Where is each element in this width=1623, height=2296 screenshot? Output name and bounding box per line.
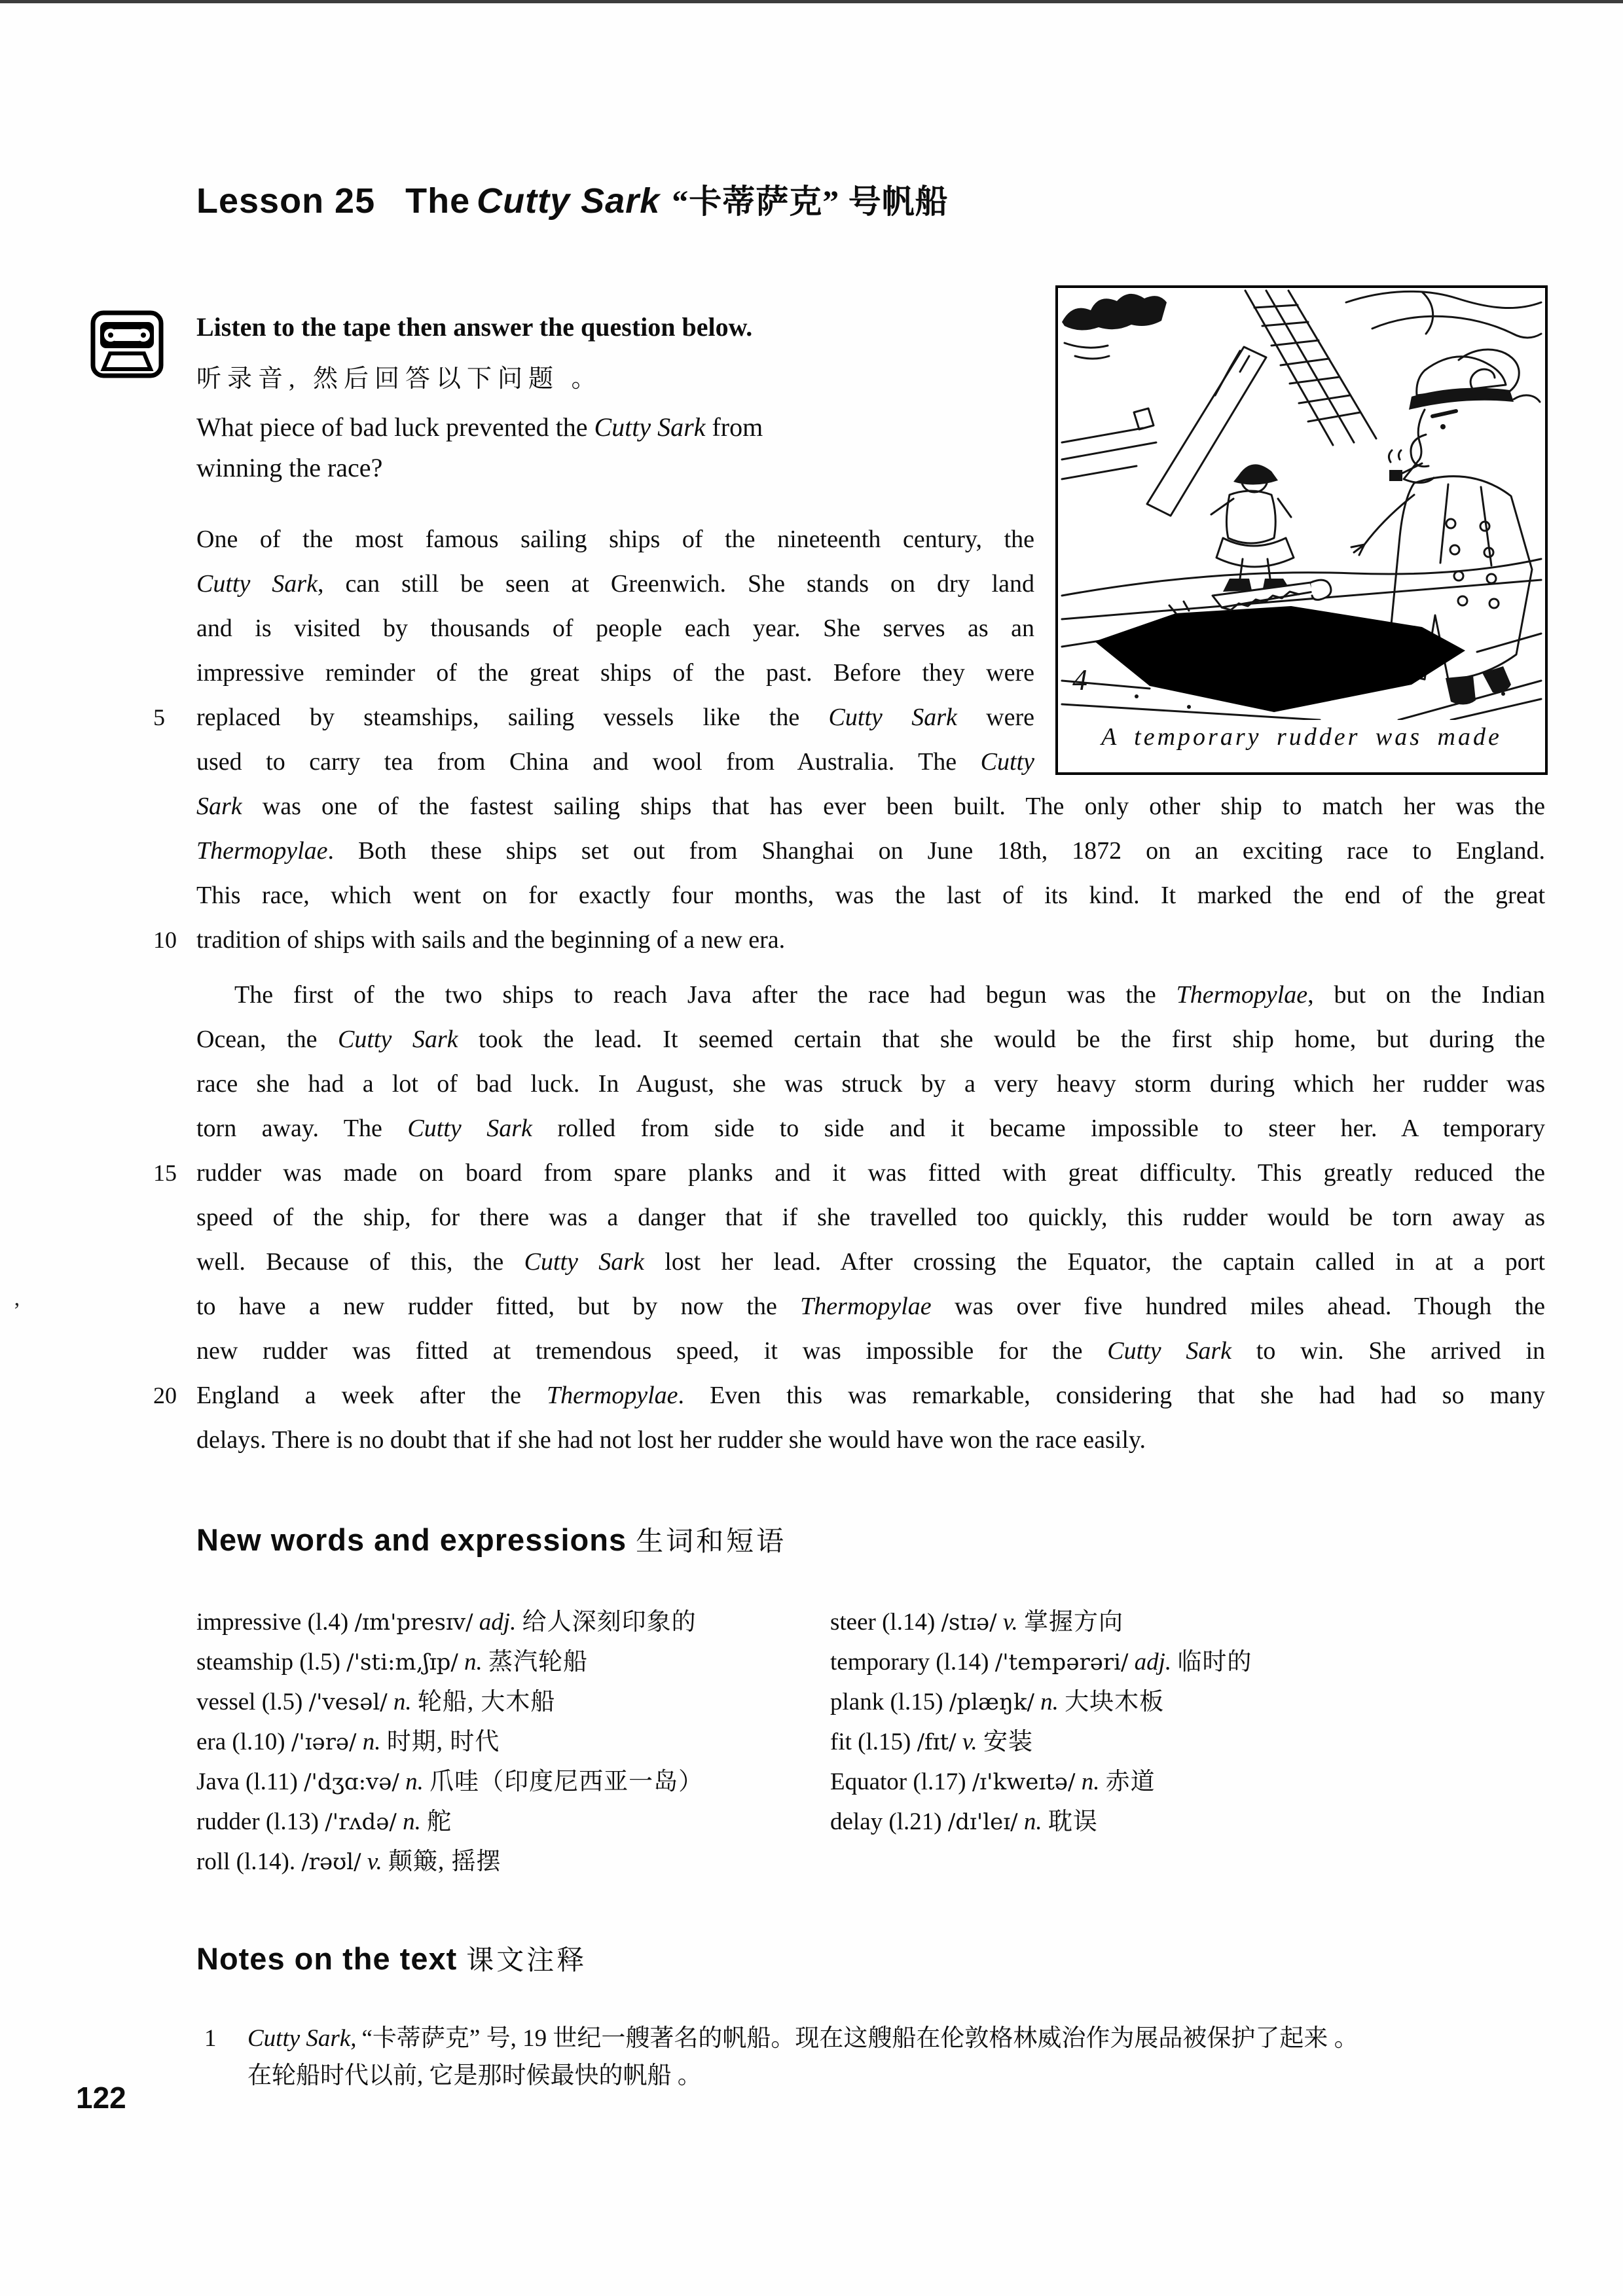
passage-line-text: race she had a lot of bad luck. In August, she was struck by a very heavy storm during which her rudder was xyxy=(196,1070,1545,1098)
line-number: 15 xyxy=(153,1160,177,1186)
passage-line xyxy=(196,1418,1545,1462)
vocab-line-ref: (l.13) xyxy=(265,1808,319,1835)
passage-line xyxy=(196,1240,1545,1284)
vocab-line-ref: (l.14) xyxy=(882,1609,936,1636)
notes-heading-zh: 课文注释 xyxy=(466,1946,587,1976)
note-line xyxy=(247,2020,1557,2057)
vocab-word: roll xyxy=(196,1848,230,1875)
passage-line-text: rudder was made on board from spare planks and it was fitted with great difficulty. This greatly reduced the xyxy=(196,1159,1545,1187)
vocab-phonetic: /dɪ'leɪ/ xyxy=(947,1809,1018,1835)
passage-line-text: The first of the two ships to reach Java after the race had begun was the Thermopylae, but on the Indian xyxy=(234,981,1545,1009)
vocab-word: temporary xyxy=(830,1649,930,1676)
passage-line-text: England a week after the Thermopylae. Even this was remarkable, considering that she had had so many xyxy=(196,1382,1546,1409)
title-chinese: “卡蒂萨克” 号帆船 xyxy=(672,183,949,220)
vocab-chinese: 赤道 xyxy=(1105,1768,1156,1795)
passage-line xyxy=(153,1373,1546,1418)
vocab-line-ref: (l.15) xyxy=(890,1689,943,1715)
notes-heading-en: Notes on the text xyxy=(196,1941,458,1976)
passage-line-text: and is visited by thousands of people each year. She serves as an xyxy=(196,615,1034,642)
vocab-line-ref: (l.15) xyxy=(858,1729,911,1755)
vocab-chinese: 爪哇（印度尼西亚一岛） xyxy=(429,1768,704,1795)
passage-paragraph-1 xyxy=(153,517,1545,962)
passage-line xyxy=(196,829,1545,873)
passage-line-text: used to carry tea from China and wool from Australia. The Cutty xyxy=(196,748,1034,776)
passage-line xyxy=(196,784,1545,829)
passage-line xyxy=(196,873,1545,918)
vocab-line-ref: (l.11) xyxy=(246,1768,298,1795)
passage-line-text: Ocean, the Cutty Sark took the lead. It seemed certain that she would be the first ship home, but during the xyxy=(196,1026,1546,1053)
vocab-phonetic: /ɪm'presɪv/ xyxy=(354,1609,473,1636)
vocab-phonetic: /'tempərəri/ xyxy=(994,1649,1129,1676)
vocab-word: fit xyxy=(830,1729,852,1755)
vocab-pos: v. xyxy=(962,1729,977,1755)
passage-line xyxy=(196,517,1034,562)
vocab-entry xyxy=(196,1842,703,1882)
vocab-pos: adj. xyxy=(479,1609,517,1636)
title-article: The xyxy=(405,181,471,221)
passage-line-text: Thermopylae. Both these ships set out from Shanghai on June 18th, 1872 on an exciting race to England. xyxy=(196,837,1545,865)
vocab-pos: n. xyxy=(1040,1689,1059,1715)
vocab-entry xyxy=(830,1722,1252,1762)
vocab-chinese: 掌握方向 xyxy=(1024,1609,1124,1636)
note-line xyxy=(247,2057,1557,2094)
vocab-entry xyxy=(830,1642,1252,1682)
note-number: 1 xyxy=(204,2025,217,2052)
passage-line-text: One of the most famous sailing ships of the nineteenth century, the xyxy=(196,526,1034,553)
vocab-pos: n. xyxy=(393,1689,412,1715)
vocab-phonetic: /rəʊl/ xyxy=(301,1849,361,1875)
vocab-chinese: 安装 xyxy=(983,1729,1034,1755)
vocab-phonetic: /'sti:m,ʃɪp/ xyxy=(346,1649,458,1676)
passage-line-text: speed of the ship, for there was a danger that if she travelled too quickly, this rudder would be torn away as xyxy=(196,1204,1545,1231)
passage-line-text: This race, which went on for exactly four months, was the last of its kind. It marked the end of the great xyxy=(196,882,1545,909)
question-line xyxy=(196,448,1048,488)
notes-list xyxy=(204,2020,1557,2094)
vocab-word: delay xyxy=(830,1808,883,1835)
vocab-chinese: 蒸汽轮船 xyxy=(488,1649,589,1676)
vocab-word: Java xyxy=(196,1768,240,1795)
vocab-chinese: 舵 xyxy=(427,1808,452,1835)
vocab-line-ref: (l.4) xyxy=(307,1609,349,1636)
cassette-icon xyxy=(90,310,164,378)
passage-line xyxy=(196,1284,1545,1329)
vocab-pos: n. xyxy=(464,1649,483,1676)
passage-line xyxy=(196,1062,1545,1106)
vocab-phonetic: /ɪ'kweɪtə/ xyxy=(972,1769,1076,1795)
vocab-pos: n. xyxy=(1023,1808,1042,1835)
vocab-pos: v. xyxy=(1002,1609,1018,1636)
note-lead: Cutty Sark, xyxy=(247,2025,357,2052)
passage-line xyxy=(196,651,1034,695)
passage-line-text: well. Because of this, the Cutty Sark lost her lead. After crossing the Equator, the captain called in at a port xyxy=(196,1248,1545,1276)
note-text-2: 在轮船时代以前, 它是那时候最快的帆船 。 xyxy=(247,2062,702,2089)
passage-line xyxy=(196,562,1034,606)
passage-line-text: impressive reminder of the great ships of the past. Before they were xyxy=(196,659,1034,687)
listen-question xyxy=(196,407,1048,488)
vocab-phonetic: /plæŋk/ xyxy=(949,1689,1034,1715)
notes-heading xyxy=(196,1939,587,1978)
vocab-word: rudder xyxy=(196,1808,260,1835)
vocab-line-ref: (l.14) xyxy=(936,1649,989,1676)
vocab-word: steamship xyxy=(196,1649,293,1676)
vocab-word: era xyxy=(196,1729,227,1755)
vocab-chinese: 临时的 xyxy=(1177,1649,1252,1676)
title-ship-name: Cutty Sark xyxy=(477,181,661,221)
lesson-number: Lesson 25 xyxy=(196,181,376,221)
page-number: 122 xyxy=(76,2081,126,2115)
vocab-phonetic: /'rʌdə/ xyxy=(325,1809,397,1835)
vocab-entry xyxy=(196,1722,703,1762)
passage-line xyxy=(196,973,1545,1017)
vocab-chinese: 轮船, 大木船 xyxy=(417,1689,556,1715)
vocab-chinese: 大块木板 xyxy=(1065,1689,1165,1715)
vocab-phonetic: /'ɪərə/ xyxy=(291,1729,357,1755)
lesson-title xyxy=(196,175,949,223)
vocab-chinese: 颠簸, 摇摆 xyxy=(388,1848,501,1875)
page-top-rule xyxy=(0,0,1623,3)
passage-line xyxy=(153,1151,1545,1195)
vocab-pos: n. xyxy=(1081,1768,1100,1795)
vocab-pos: n. xyxy=(362,1729,381,1755)
vocab-entry xyxy=(830,1762,1252,1802)
vocab-line-ref: (l.14). xyxy=(236,1848,296,1875)
vocab-word: Equator xyxy=(830,1768,907,1795)
vocab-entry xyxy=(196,1642,703,1682)
vocab-phonetic: /'vesəl/ xyxy=(308,1689,388,1715)
vocab-pos: v. xyxy=(367,1848,382,1875)
vocab-entry xyxy=(830,1602,1252,1642)
vocab-heading-en: New words and expressions xyxy=(196,1522,627,1557)
vocab-pos: n. xyxy=(405,1768,424,1795)
question-line xyxy=(196,407,1048,448)
vocab-chinese: 时期, 时代 xyxy=(386,1729,500,1755)
vocab-column-left xyxy=(196,1602,703,1882)
passage-line xyxy=(196,606,1034,651)
line-number: 5 xyxy=(153,704,165,730)
vocab-chinese: 耽误 xyxy=(1048,1808,1098,1835)
vocab-phonetic: /'dʒɑ:və/ xyxy=(304,1769,399,1795)
passage-line-text: new rudder was fitted at tremendous speed, it was impossible for the Cutty Sark to win. She arrived in xyxy=(196,1337,1546,1365)
passage-line xyxy=(196,1195,1545,1240)
vocab-entry xyxy=(196,1682,703,1722)
illustration-caption: A temporary rudder was made xyxy=(1101,723,1502,751)
passage-line-text: torn away. The Cutty Sark rolled from side to side and it became impossible to steer her. A temporary xyxy=(196,1115,1546,1142)
vocab-pos: n. xyxy=(403,1808,421,1835)
question-line-text: winning the race? xyxy=(196,453,383,482)
vocab-line-ref: (l.5) xyxy=(299,1649,340,1676)
passage-line xyxy=(196,740,1034,784)
vocab-heading-zh: 生词和短语 xyxy=(636,1527,787,1557)
vocab-entry xyxy=(830,1682,1252,1722)
passage-line-text: to have a new rudder fitted, but by now the Thermopylae was over five hundred miles ahead. Though the xyxy=(196,1293,1545,1320)
passage-line-text: replaced by steamships, sailing vessels like the Cutty Sark were xyxy=(196,704,1034,731)
passage-line-text: Sark was one of the fastest sailing ships that has ever been built. The only other ship to match her was the xyxy=(196,793,1545,820)
passage-paragraph-2 xyxy=(153,973,1546,1462)
line-number: 20 xyxy=(153,1382,177,1408)
vocab-column-right xyxy=(830,1602,1252,1842)
note-item xyxy=(204,2020,1557,2094)
vocab-entry xyxy=(196,1602,703,1642)
vocab-word: impressive xyxy=(196,1609,302,1636)
vocab-line-ref: (l.21) xyxy=(888,1808,942,1835)
listen-section xyxy=(196,313,1048,488)
stray-mark: ’ xyxy=(13,1299,21,1323)
vocab-chinese: 给人深刻印象的 xyxy=(522,1609,697,1636)
passage-line xyxy=(196,1106,1545,1151)
vocab-word: plank xyxy=(830,1689,884,1715)
listen-instruction: Listen to the tape then answer the question below. xyxy=(196,312,753,342)
vocab-entry xyxy=(196,1762,703,1802)
passage-line-text: delays. There is no doubt that if she had not lost her rudder she would have won the race easily. xyxy=(196,1426,1146,1454)
line-number: 10 xyxy=(153,927,177,953)
note-body xyxy=(247,2020,1557,2094)
vocab-heading xyxy=(196,1520,786,1559)
vocab-line-ref: (l.10) xyxy=(232,1729,285,1755)
listen-instruction-zh: 听录音, 然后回答以下问题 。 xyxy=(196,365,602,393)
vocab-entry xyxy=(830,1802,1252,1842)
passage-line-text: Cutty Sark, can still be seen at Greenwich. She stands on dry land xyxy=(196,570,1035,598)
passage-line-text: tradition of ships with sails and the beginning of a new era. xyxy=(196,926,786,954)
passage-line xyxy=(196,1329,1545,1373)
vocab-pos: adj. xyxy=(1134,1649,1172,1676)
passage-line xyxy=(196,1017,1545,1062)
vocab-line-ref: (l.5) xyxy=(261,1689,303,1715)
vocab-phonetic: /fɪt/ xyxy=(917,1729,957,1755)
svg-text:4: 4 xyxy=(1072,663,1087,696)
note-text-1: “卡蒂萨克” 号, 19 世纪一艘著名的帆船。现在这艘船在伦敦格林威治作为展品被保护了起来 。 xyxy=(361,2025,1359,2052)
passage-line xyxy=(153,695,1034,740)
vocab-line-ref: (l.17) xyxy=(913,1768,966,1795)
question-line-text: What piece of bad luck prevented the Cutty Sark from xyxy=(196,412,763,442)
vocab-entry xyxy=(196,1802,703,1842)
vocab-phonetic: /stɪə/ xyxy=(941,1609,997,1636)
vocab-word: vessel xyxy=(196,1689,256,1715)
vocab-word: steer xyxy=(830,1609,876,1636)
passage-line xyxy=(153,918,1545,962)
